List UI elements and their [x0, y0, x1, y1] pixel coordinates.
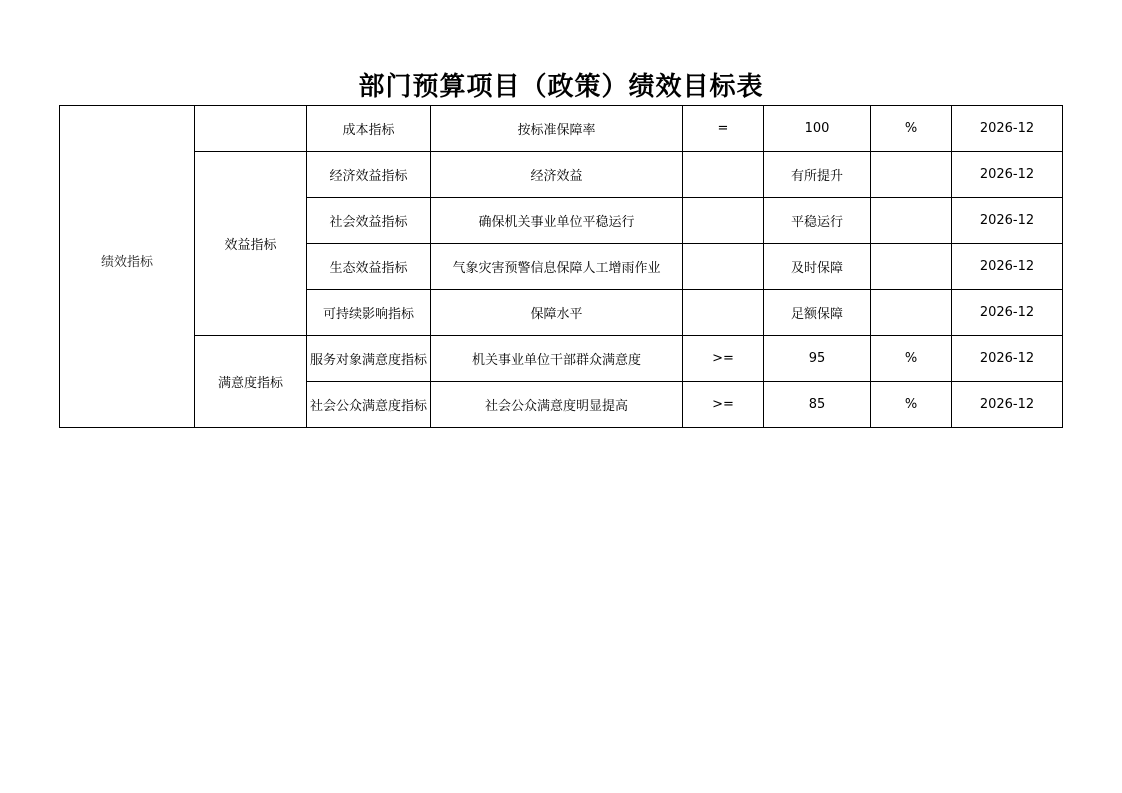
operator-cell: >= — [683, 382, 764, 428]
deadline-cell: 2026-12 — [952, 244, 1063, 290]
level1-indicator-cell — [60, 106, 195, 428]
level1-indicator-label: 绩效指标 — [100, 255, 153, 270]
table-row — [60, 106, 1063, 152]
sub-indicator-cell: 可持续影响指标 — [307, 290, 431, 336]
deadline-cell: 2026-12 — [952, 382, 1063, 428]
level2-satisfaction-cell: 满意度指标 — [195, 336, 307, 428]
deadline-cell: 2026-12 — [952, 198, 1063, 244]
indicator-name-cell: 社会公众满意度明显提高 — [431, 382, 683, 428]
level2-blank-cell — [195, 106, 307, 152]
unit-cell — [871, 244, 952, 290]
target-value-cell: 及时保障 — [764, 244, 871, 290]
indicator-name-cell: 确保机关事业单位平稳运行 — [431, 198, 683, 244]
table-viewport — [59, 105, 1064, 435]
level2-benefit-cell: 效益指标 — [195, 152, 307, 336]
operator-cell — [683, 244, 764, 290]
deadline-cell: 2026-12 — [952, 152, 1063, 198]
sub-indicator-cell: 生态效益指标 — [307, 244, 431, 290]
target-value-cell: 95 — [764, 336, 871, 382]
sub-indicator-cell: 成本指标 — [307, 106, 431, 152]
sub-indicator-cell: 社会效益指标 — [307, 198, 431, 244]
target-value-cell: 平稳运行 — [764, 198, 871, 244]
indicator-name-cell: 保障水平 — [431, 290, 683, 336]
indicator-name-cell: 经济效益 — [431, 152, 683, 198]
operator-cell: >= — [683, 336, 764, 382]
indicator-name-cell: 机关事业单位干部群众满意度 — [431, 336, 683, 382]
indicator-name-cell: 按标准保障率 — [431, 106, 683, 152]
unit-cell — [871, 152, 952, 198]
unit-cell — [871, 198, 952, 244]
target-value-cell: 100 — [764, 106, 871, 152]
sub-indicator-cell: 社会公众满意度指标 — [307, 382, 431, 428]
indicator-name-cell: 气象灾害预警信息保障人工增雨作业 — [431, 244, 683, 290]
target-value-cell: 85 — [764, 382, 871, 428]
sub-indicator-cell: 经济效益指标 — [307, 152, 431, 198]
deadline-cell: 2026-12 — [952, 290, 1063, 336]
target-value-cell: 有所提升 — [764, 152, 871, 198]
operator-cell — [683, 290, 764, 336]
unit-cell: % — [871, 106, 952, 152]
deadline-cell: 2026-12 — [952, 106, 1063, 152]
page-title: 部门预算项目（政策）绩效目标表 — [358, 72, 764, 102]
table-row — [60, 152, 1063, 198]
target-value-cell: 足额保障 — [764, 290, 871, 336]
unit-cell: % — [871, 382, 952, 428]
sub-indicator-cell: 服务对象满意度指标 — [307, 336, 431, 382]
unit-cell: % — [871, 336, 952, 382]
deadline-cell: 2026-12 — [952, 336, 1063, 382]
unit-cell — [871, 290, 952, 336]
performance-table — [59, 105, 1063, 428]
operator-cell: = — [683, 106, 764, 152]
table-row — [60, 336, 1063, 382]
operator-cell — [683, 152, 764, 198]
operator-cell — [683, 198, 764, 244]
